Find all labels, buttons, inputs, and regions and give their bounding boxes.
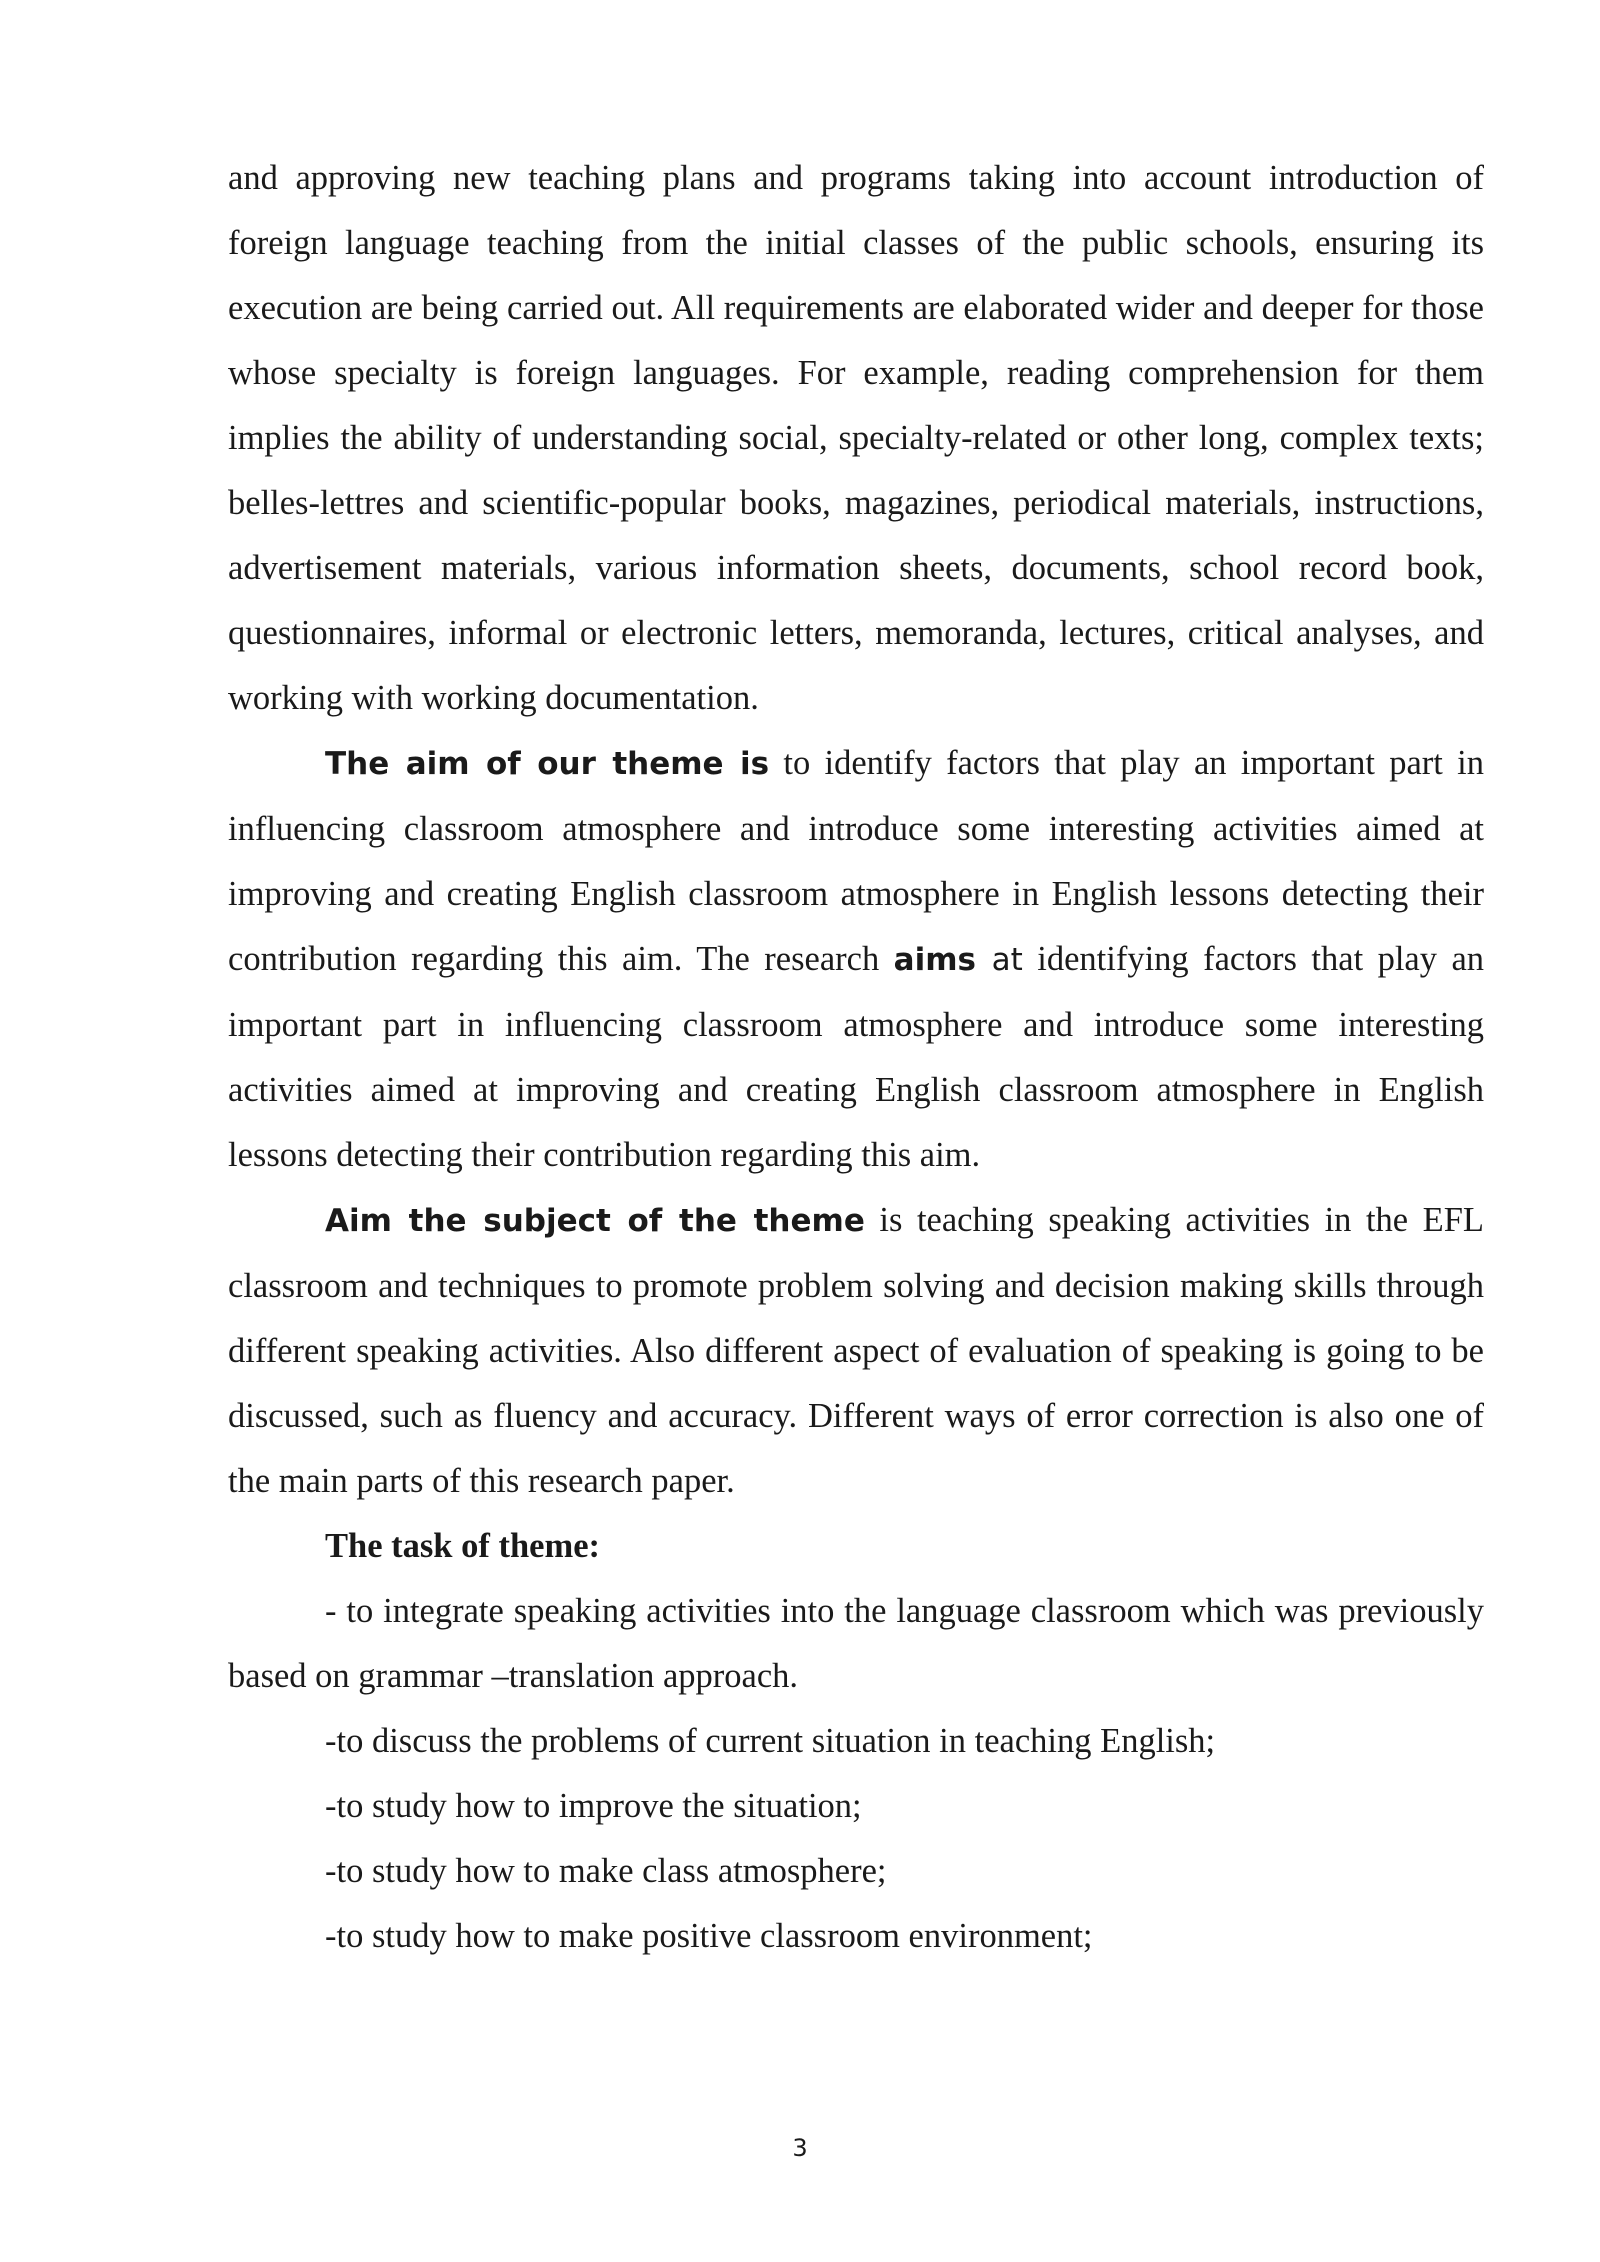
aims-emphasis: aims <box>893 942 976 978</box>
paragraph-aim <box>228 731 1484 1188</box>
paragraph-subject <box>228 1188 1484 1514</box>
page-number: 3 <box>792 2134 808 2162</box>
aim-heading: The aim of our theme is <box>325 746 770 782</box>
task-item: -to study how to make class atmosphere; <box>325 1852 887 1890</box>
document-body <box>228 146 1484 1969</box>
task-item: -to study how to improve the situation; <box>325 1787 862 1825</box>
paragraph-intro-continuation: and approving new teaching plans and programs taking into account introduction of foreign language teaching from the initial classes of the public schools, ensuring its execution are being carried out. All requirements are elaborated wider and deeper for those whose specialty is foreign languages. For example, reading comprehension for them implies the ability of understanding social, specialty-related or other long, complex texts; belles-lettres and scientific-popular books, magazines, periodical materials, instructions, advertisement materials, various information sheets, documents, school record book, questionnaires, informal or electronic letters, memoranda, lectures, critical analyses, and working with working documentation. <box>228 159 1484 717</box>
subject-heading: Aim the subject of the theme <box>325 1203 865 1239</box>
task-item: -to discuss the problems of current situation in teaching English; <box>325 1722 1216 1760</box>
aim-text-b: identifying factors that play an important part in influencing classroom atmosphere and introduce some interesting activities aimed at improving and creating English classroom atmosphere in English lessons detecting their contribution regarding this aim. <box>228 940 1485 1174</box>
task-heading: The task of theme: <box>325 1527 601 1565</box>
task-item: - to integrate speaking activities into the language classroom which was previously based on grammar –translation approach. <box>228 1592 1484 1695</box>
aims-at-word: at <box>975 942 1023 978</box>
task-item: -to study how to make positive classroom environment; <box>325 1917 1093 1955</box>
subject-text: is teaching speaking activities in the EFL classroom and techniques to promote problem solving and decision making skills through different speaking activities. Also different aspect of evaluation of speaking is going to be discussed, such as fluency and accuracy. Different ways of error correction is also one of the main parts of this research paper. <box>228 1201 1484 1500</box>
aim-text-a: to identify factors that play an important part in influencing classroom atmosphere and introduce some interesting activities aimed at improving and creating English classroom atmosphere in English lessons detecting their contribution regarding this aim. The research <box>228 744 1484 978</box>
